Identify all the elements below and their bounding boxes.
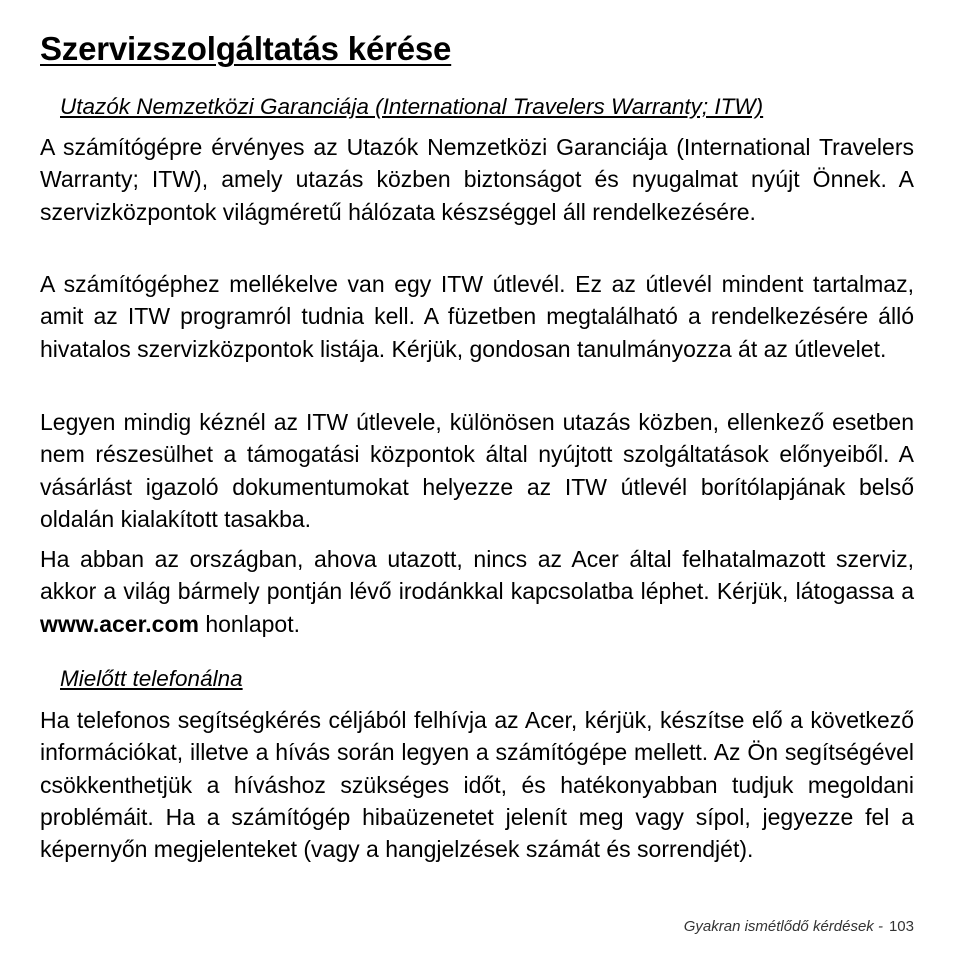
paragraph-text-end: honlapot. bbox=[198, 610, 300, 637]
section-heading-itw: Utazók Nemzetközi Garanciája (International Travelers Warranty; ITW) bbox=[60, 94, 764, 119]
paragraph-itw-passport: A számítógéphez mellékelve van egy ITW útlevél. Ez az útlevél mindent tartalmaz, amit az ITW programról tudnia kell. A füzetben megtalálható a rendelkezésére álló hivatalos szervizközpontok listája. Kérjük, gondosan tanulmányozza át az útlevelet. bbox=[40, 271, 914, 362]
paragraph-itw-keep-handy: Legyen mindig kéznél az ITW útlevele, különösen utazás közben, ellenkező esetben nem részesülhet a támogatási központok által nyújtott szolgáltatások előnyeiből. A vásárlást igazoló dokumentumokat helyezze az ITW útlevél borítólapjának belső oldalán kialakított tasakba. bbox=[40, 409, 914, 532]
page-title: Szervizszolgáltatás kérése bbox=[40, 30, 452, 67]
page-footer bbox=[684, 918, 914, 935]
section-heading-before-calling: Mielőtt telefonálna bbox=[60, 666, 243, 691]
paragraph-itw-intro: A számítógépre érvényes az Utazók Nemzetközi Garanciája (International Travelers Warranty; ITW), amely utazás közben biztonságot és nyugalmat nyújt Önnek. A szervizközpontok világméretű hálózata készséggel áll rendelkezésére. bbox=[40, 134, 914, 225]
acer-website-link[interactable]: www.acer.com bbox=[40, 610, 199, 637]
paragraph-itw-no-service bbox=[40, 543, 914, 640]
footer-label: Gyakran ismétlődő kérdések - bbox=[683, 918, 883, 935]
paragraph-text: Ha abban az országban, ahova utazott, nincs az Acer által felhatalmazott szerviz, akkor a világ bármely pontján lévő irodánkkal kapcsolatba léphet. Kérjük, látogassa a bbox=[40, 546, 914, 605]
page-number: 103 bbox=[888, 918, 914, 935]
paragraph-before-calling: Ha telefonos segítségkérés céljából felhívja az Acer, kérjük, készítse elő a következő információkat, illetve a hívás során legyen a számítógépe mellett. Az Ön segítségével csökkenthetjük a híváshoz szükséges időt, és hatékonyabban tudjuk megoldani problémáit. Ha a számítógép hibaüzenetet jelenít meg vagy sípol, jegyezze fel a képernyőn megjelenteket (vagy a hangjelzések számát és sorrendjét). bbox=[40, 707, 914, 863]
